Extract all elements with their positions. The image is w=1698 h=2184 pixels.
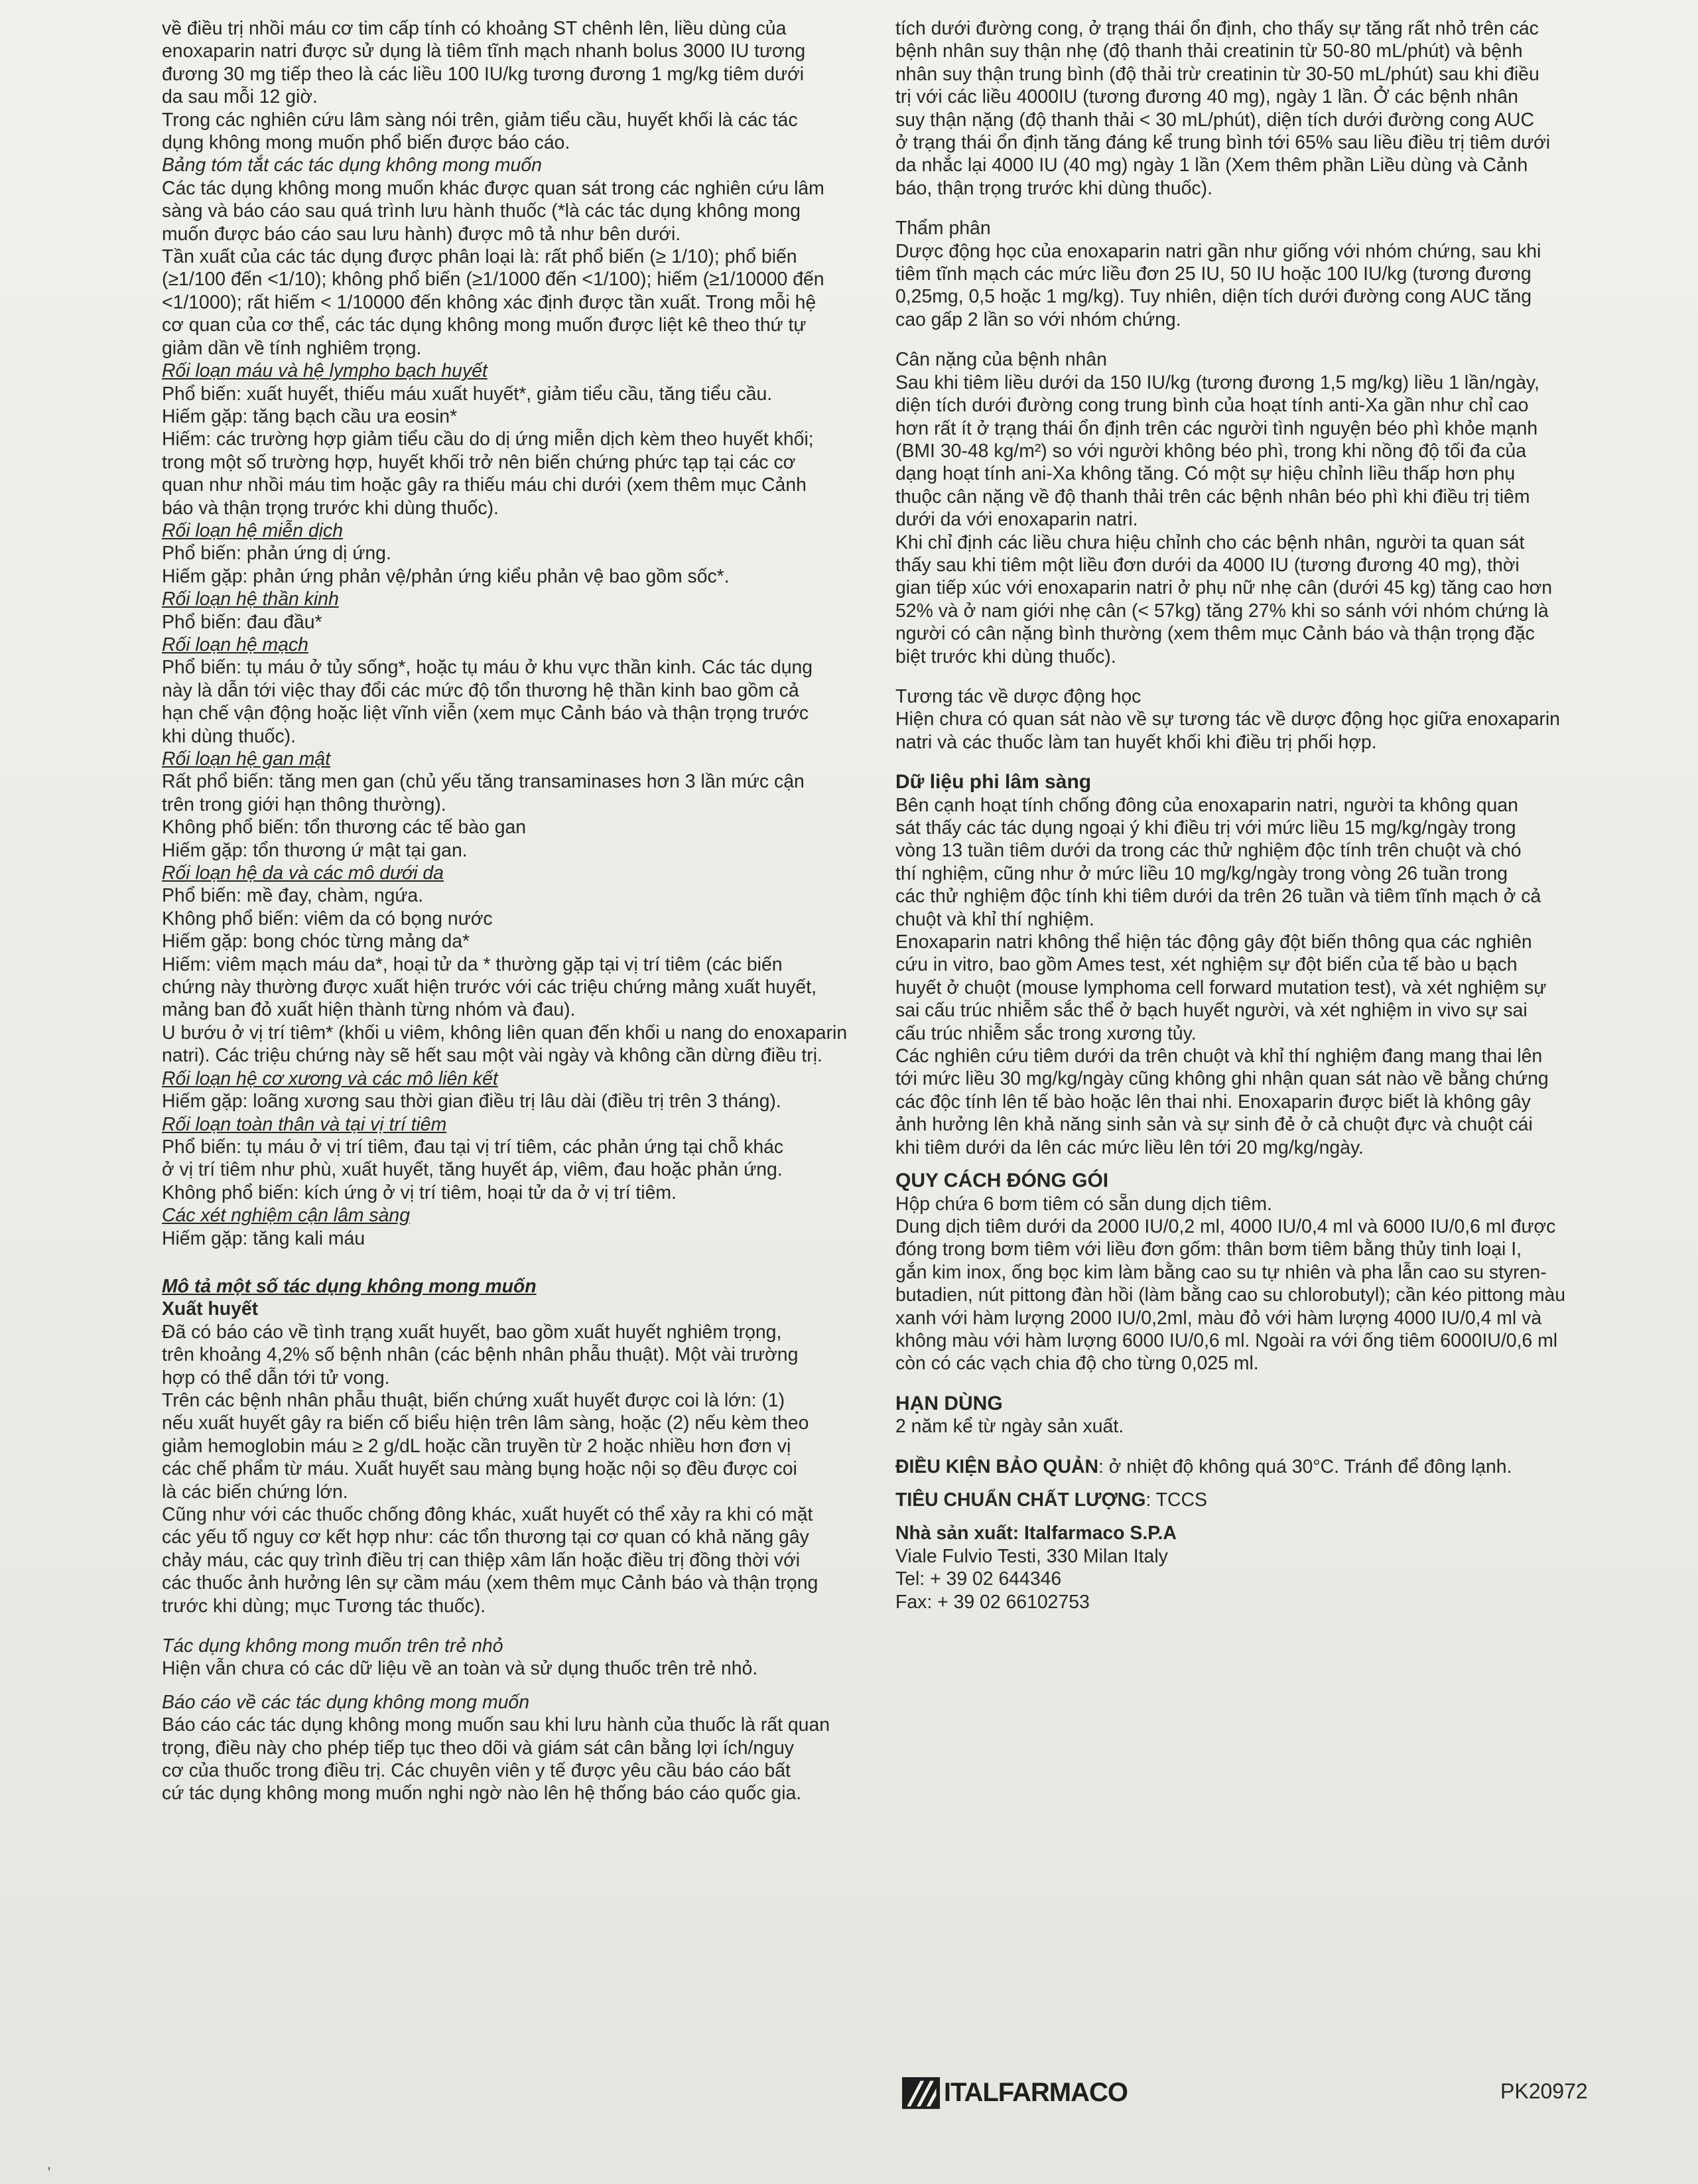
text-line: trong một số trường hợp, huyết khối trở nên biến chứng phức tạp tại các cơ [162,451,796,473]
text-line: da nhắc lại 4000 IU (40 mg) ngày 1 lần (Xem thêm phần Liều dùng và Cảnh [895,155,1528,176]
text-line: Thẩm phân [895,218,991,239]
text-line: <1/1000); rất hiếm < 1/10000 đến không xác định được tần xuất. Trong mỗi hệ [162,291,816,313]
text-line: dưới da với enoxaparin natri. [895,509,1138,531]
text-line: huyết ở chuột (mouse lymphoma cell forward mutation test), và xét nghiệm sự [895,977,1547,998]
text-line: chảy máu, các quy trình điều trị can thiệp xâm lấn hoặc điều trị đồng thời với [162,1549,801,1571]
text-line: trước khi dùng; mục Tương tác thuốc). [162,1595,486,1617]
text-line: Hiếm gặp: bong chóc từng mảng da* [162,931,470,953]
stray-mark: ' [48,2164,51,2181]
italfarmaco-logo [902,2073,1128,2112]
spacer [895,1438,1608,1456]
text-line: Cân nặng của bệnh nhân [895,349,1107,371]
spacer [162,1617,878,1635]
text-line: cứu in vitro, bao gồm Ames test, xét nghiệm sự đột biến của tế bào u bạch [895,954,1518,976]
text-line: còn có các vạch chia độ cho từng 0,025 ml. [895,1353,1259,1375]
text-line: đóng trong bơm tiêm với liều đơn gốm: thân bơm tiêm bằng thủy tinh loại I, [895,1239,1522,1261]
text-line: các độc tính lên tế bào hoặc lên thai nhi. Enoxaparin được biết là không gây [895,1091,1531,1113]
text-line: sai cấu trúc nhiễm sắc thể ở bạch huyết người, và xét nghiệm in vivo sự sai [895,1000,1528,1022]
text-line: Đã có báo cáo về tình trạng xuất huyết, bao gồm xuất huyết nghiêm trọng, [162,1321,782,1343]
logo-text: ITALFARMACO [943,2077,1128,2107]
text-line: Cũng như với các thuốc chống đông khác, xuất huyết có thể xảy ra khi có mặt [162,1504,813,1525]
text-line: vòng 13 tuần tiêm dưới da trong các thử nghiệm độc tính trên chuột và chó [895,840,1522,862]
text-line: enoxaparin natri được sử dụng là tiêm tĩnh mạch nhanh bolus 3000 IU tương [162,40,806,62]
subheading: Bảng tóm tắt các tác dụng không mong muốn [162,155,542,176]
text-line: khi tiêm dưới da lên các mức liều lên tới 20 mg/kg/ngày. [895,1136,1364,1158]
text-line: khi dùng thuốc). [162,725,296,747]
line-value: : ở nhiệt độ không quá 30°C. Tránh để đông lạnh. [1098,1456,1512,1477]
category-heading: Rối loạn máu và hệ lympho bạch huyết [162,360,488,382]
text-line: diện tích dưới đường cong trung bình của hoạt tính anti-Xa gần như chỉ cao [895,395,1529,417]
text-line: Phổ biến: tụ máu ở tủy sống*, hoặc tụ máu ở khu vực thần kinh. Các tác dụng [162,657,813,679]
category-heading: Rối loạn hệ cơ xương và các mô liên kết [162,1067,498,1089]
document-code: PK20972 [1500,2079,1588,2103]
text-line: (≥1/100 đến <1/10); không phổ biến (≥1/1000 đến <1/100); hiếm (≥1/10000 đến [162,269,824,291]
text-line: trị với các liều 4000IU (tương đương 40 mg), ngày 1 lần. Ở các bệnh nhân [895,86,1518,108]
text-line: báo và thận trọng trước khi dùng thuốc). [162,497,499,519]
spacer [895,1511,1608,1522]
text-line: 2 năm kể từ ngày sản xuất. [895,1416,1124,1438]
text-line: Hiếm gặp: phản ứng phản vệ/phản ứng kiểu phản vệ bao gồm sốc*. [162,565,730,587]
text-line: Sau khi tiêm liều dưới da 150 IU/kg (tương đương 1,5 mg/kg) liều 1 lần/ngày, [895,372,1539,393]
text-line: các thuốc ảnh hưởng lên sự cầm máu (xem thêm mục Cảnh báo và thận trọng [162,1572,818,1594]
text-line: sàng và báo cáo sau quá trình lưu hành thuốc (*là các tác dụng không mong [162,200,801,222]
text-line: thuộc cân nặng về độ thanh thải trên các bệnh nhân béo phì khi điều trị tiêm [895,486,1530,508]
category-heading: Rối loạn hệ da và các mô dưới da [162,862,444,884]
text-line: (BMI 30-48 kg/m²) so với người không béo phì, trong khi nồng độ tối đa của [895,440,1527,462]
text-line: Hiếm: viêm mạch máu da*, hoại tử da * thường gặp tại vị trí tiêm (các biến [162,953,783,975]
text-line: cơ của thuốc trong điều trị. Các chuyên viên y tế được yêu cầu báo cáo bất [162,1760,791,1782]
left-column [162,17,878,1805]
text-line: dạng hoạt tính ani-Xa không tăng. Có một sự hiệu chỉnh liều thấp hơn phụ [895,463,1516,485]
text-line: thí nghiệm, cũng như ở mức liều 10 mg/kg/ngày trong vòng 26 tuần trong [895,862,1508,884]
text-line: giảm hemoglobin máu ≥ 2 g/dL hoặc cần truyền từ 2 hoặc nhiều hơn đơn vị [162,1435,791,1457]
category-heading: Rối loạn hệ gan mật [162,748,331,770]
text-line: Phổ biến: phản ứng dị ứng. [162,543,391,565]
spacer [895,1478,1608,1489]
category-heading: Rối loạn hệ mạch [162,634,308,655]
text-line: Hiện chưa có quan sát nào về sự tương tác về dược động học giữa enoxaparin [895,709,1560,730]
text-line: bệnh nhân suy thận nhẹ (độ thanh thải creatinin từ 50-80 mL/phút) và bệnh [895,40,1523,62]
text-line: natri và các thuốc làm tan huyết khối khi điều trị phối hợp. [895,731,1377,753]
text-line: nếu xuất huyết gây ra biến cố biểu hiện trên lâm sàng, hoặc (2) nếu kèm theo [162,1412,809,1434]
text-line: Báo cáo các tác dụng không mong muốn sau khi lưu hành của thuốc là rất quan [162,1714,830,1736]
text-line: trên trong giới hạn thông thường). [162,793,446,815]
text-line: Hiếm: các trường hợp giảm tiểu cầu do dị ứng miễn dịch kèm theo huyết khối; [162,429,814,450]
text-line: Các nghiên cứu tiêm dưới da trên chuột và khỉ thí nghiệm đang mang thai lên [895,1046,1543,1067]
text-line: 52% và ở nam giới nhẹ cân (< 57kg) tăng 27% khi so sánh với nhóm chứng là [895,600,1549,622]
bold-heading: Nhà sản xuất: Italfarmaco S.P.A [895,1523,1177,1544]
spacer [162,1680,878,1691]
section-title: Dữ liệu phi lâm sàng [895,771,1092,793]
text-line: hạn chế vận động hoặc liệt vĩnh viễn (xem mục Cảnh báo và thận trọng trước [162,703,809,724]
text-line: hợp có thể dẫn tới tử vong. [162,1367,390,1389]
text-line: là các biến chứng lớn. [162,1481,348,1503]
text-line: U bướu ở vị trí tiêm* (khối u viêm, không liên quan đến khối u nang do enoxaparin [162,1022,848,1044]
section-title: HẠN DÙNG [895,1392,1003,1414]
text-line: trọng, điều này cho phép tiếp tục theo dõi và giám sát cân bằng lợi ích/nguy [162,1737,794,1759]
text-line: quan như nhồi máu tim hoặc gây ra thiếu máu chi dưới (xem thêm mục Cảnh [162,474,807,496]
text-line: Phổ biến: xuất huyết, thiếu máu xuất huyết*, giảm tiểu cầu, tăng tiểu cầu. [162,383,773,405]
text-line: sát thấy các tác dụng ngoại ý khi điều trị với mức liều 15 mg/kg/ngày trong [895,817,1516,839]
text-line: chuột và khỉ thí nghiệm. [895,908,1094,930]
text-line: Các tác dụng không mong muốn khác được quan sát trong các nghiên cứu lâm [162,177,824,199]
text-line: Fax: + 39 02 66102753 [895,1591,1090,1613]
text-line: Hộp chứa 6 bơm tiêm có sẵn dung dịch tiêm. [895,1193,1272,1215]
text-line: không màu với hàm lượng 6000 IU/0,6 ml. Ngoài ra với ống tiêm 6000IU/0,6 ml [895,1330,1558,1351]
text-line: Enoxaparin natri không thể hiện tác động gây đột biến thông qua các nghiên [895,931,1532,953]
text-line: ở vị trí tiêm như phù, xuất huyết, tăng huyết áp, viêm, đau hoặc phản ứng. [162,1159,783,1181]
line-value: : TCCS [1145,1489,1207,1511]
text-line: đương 30 mg tiếp theo là các liều 100 IU/kg tương đương 1 mg/kg tiêm dưới [162,63,804,85]
text-line: gắn kim inox, ống bọc kim làm bằng cao su tự nhiên và pha lẫn cao su styren- [895,1261,1547,1283]
text-line: tới mức liều 30 mg/kg/ngày cũng không ghi nhận quan sát nào về bằng chứng [895,1068,1549,1090]
text-line: cơ quan của cơ thể, các tác dụng không mong muốn được liệt kê theo thứ tự [162,314,807,336]
subheading: Tác dụng không mong muốn trên trẻ nhỏ [162,1635,503,1657]
text-line: biệt trước khi dùng thuốc). [895,646,1116,667]
spacer [895,754,1608,771]
category-heading: Rối loạn hệ thần kinh [162,588,339,610]
text-line: Hiếm gặp: tổn thương ứ mật tại gan. [162,839,468,861]
text-line: tiêm tĩnh mạch các mức liều đơn 25 IU, 50 IU hoặc 100 IU/kg (tương đương [895,263,1532,285]
spacer [895,1159,1608,1170]
category-heading: Các xét nghiệm cận lâm sàng [162,1205,410,1227]
text-line: giảm dần về tính nghiêm trọng. [162,337,422,359]
text-line: Dược động học của enoxaparin natri gần như giống với nhóm chứng, sau khi [895,240,1541,262]
text-line: Không phổ biến: viêm da có bọng nước [162,908,493,929]
text-line: Phổ biến: tụ máu ở vị trí tiêm, đau tại vị trí tiêm, các phản ứng tại chỗ khác [162,1136,784,1158]
right-column [895,17,1608,1613]
text-line: thấy sau khi tiêm một liều đơn dưới da 4000 IU (tương đương 40 mg), thời [895,554,1520,576]
text-line: Viale Fulvio Testi, 330 Milan Italy [895,1545,1168,1567]
text-line: hơn rất ít ở trạng thái ổn định trên các người tình nguyện béo phì khỏe mạnh [895,417,1538,439]
spacer [895,1375,1608,1393]
text-line: Không phổ biến: kích ứng ở vị trí tiêm, hoại tử da ở vị trí tiêm. [162,1182,677,1203]
text-line: người có cân nặng bình thường (xem thêm mục Cảnh báo và thận trọng đặc [895,623,1535,645]
text-line: butadien, nút pittong đàn hồi (làm bằng cao su chlorobutyl); cần kéo pittong màu [895,1284,1566,1306]
text-line: natri). Các triệu chứng này sẽ hết sau một vài ngày và không cần dừng điều trị. [162,1045,822,1067]
text-line: ảnh hưởng lên khả năng sinh sản và sự sinh đẻ ở cả chuột đực và chuột cái [895,1114,1533,1136]
section-title: QUY CÁCH ĐÓNG GÓI [895,1170,1109,1192]
text-line: Tel: + 39 02 644346 [895,1568,1062,1590]
text-line: các yếu tố nguy cơ kết hợp như: các tổn thương tại cơ quan có khả năng gây [162,1527,809,1548]
bold-heading: Xuất huyết [162,1298,259,1320]
text-line: Tần xuất của các tác dụng được phân loại là: rất phổ biến (≥ 1/10); phổ biến [162,246,797,268]
text-line: suy thận nặng (độ thanh thải < 30 mL/phút), diện tích dưới đường cong AUC [895,109,1535,131]
section-heading: Mô tả một số tác dụng không mong muốn [162,1275,537,1297]
text-line: Hiếm gặp: tăng kali máu [162,1227,365,1249]
text-line: Tương tác về dược động học [895,685,1142,707]
text-line: Phổ biến: mề đay, chàm, ngứa. [162,885,424,907]
subheading: Báo cáo về các tác dụng không mong muốn [162,1691,529,1713]
text-line: mảng ban đỏ xuất hiện thành từng nhóm và đau). [162,999,576,1021]
labeled-line [895,1489,1608,1511]
text-line: xanh với hàm lượng 2000 IU/0,2ml, màu đỏ với hàm lượng 4000 IU/0,4 ml và [895,1307,1542,1329]
text-line: 0,25mg, 0,5 hoặc 1 mg/kg). Tuy nhiên, diện tích dưới đường cong AUC tăng [895,286,1532,308]
category-heading: Rối loạn toàn thân và tại vị trí tiêm [162,1113,447,1135]
text-line: cao gấp 2 lần so với nhóm chứng. [895,308,1181,330]
spacer [895,668,1608,685]
text-line: nhân suy thận trung bình (độ thải trừ creatinin từ 30-50 mL/phút) sau khi điều [895,63,1539,85]
logo-mark-icon [902,2073,941,2112]
text-line: Bên cạnh hoạt tính chống đông của enoxaparin natri, người ta không quan [895,794,1518,816]
text-line: gian tiếp xúc với enoxaparin natri ở phụ nữ nhẹ cân (dưới 45 kg) tăng cao hơn [895,577,1553,599]
category-heading: Rối loạn hệ miễn dịch [162,519,344,541]
text-line: Rất phổ biến: tăng men gan (chủ yếu tăng transaminases hơn 3 lần mức cận [162,771,805,793]
text-line: ở trạng thái ổn định tăng đáng kể trung bình tới 65% sau liều điều trị tiêm dưới [895,132,1551,154]
text-line: Khi chỉ định các liều chưa hiệu chỉnh cho các bệnh nhân, người ta quan sát [895,531,1525,553]
line-label: ĐIỀU KIỆN BẢO QUẢN [895,1456,1099,1477]
text-line: này là dẫn tới việc thay đổi các mức độ tổn thương hệ thần kinh bao gồm cả [162,679,799,701]
spacer [895,331,1608,348]
text-line: các chế phẩm từ máu. Xuất huyết sau màng bụng hoặc nội sọ đều được coi [162,1458,797,1480]
text-line: Dung dịch tiêm dưới da 2000 IU/0,2 ml, 4000 IU/0,4 ml và 6000 IU/0,6 ml được [895,1215,1556,1237]
spacer [162,1250,878,1275]
text-line: Hiện vẫn chưa có các dữ liệu về an toàn và sử dụng thuốc trên trẻ nhỏ. [162,1658,758,1680]
text-line: Trong các nghiên cứu lâm sàng nói trên, giảm tiểu cầu, huyết khối là các tác [162,109,798,131]
text-line: trên khoảng 4,2% số bệnh nhân (các bệnh nhân phẫu thuật). Một vài trường [162,1344,799,1366]
text-line: Không phổ biến: tổn thương các tế bào gan [162,817,527,839]
line-label: TIÊU CHUẨN CHẤT LƯỢNG [895,1489,1146,1511]
text-line: Hiếm gặp: tăng bạch cầu ưa eosin* [162,405,458,427]
text-line: Hiếm gặp: loãng xương sau thời gian điều trị lâu dài (điều trị trên 3 tháng). [162,1091,781,1113]
text-line: dụng không mong muốn phổ biến được báo cáo. [162,132,570,154]
spacer [895,200,1608,217]
text-line: Trên các bệnh nhân phẫu thuật, biến chứng xuất huyết được coi là lớn: (1) [162,1389,785,1411]
text-line: da sau mỗi 12 giờ. [162,86,318,108]
text-line: muốn được báo cáo sau lưu hành) được mô tả như bên dưới. [162,223,681,245]
text-line: tích dưới đường cong, ở trạng thái ổn định, cho thấy sự tăng rất nhỏ trên các [895,18,1539,39]
text-line: các thử nghiệm độc tính khi tiêm dưới da trên 26 tuần và tiêm tĩnh mạch ở cả [895,886,1541,908]
labeled-line [895,1456,1608,1478]
text-line: cấu trúc nhiễm sắc trong xương tủy. [895,1022,1197,1044]
text-line: Phổ biến: đau đầu* [162,611,322,633]
text-line: chứng này thường được xuất hiện trước với các triệu chứng mảng xuất huyết, [162,977,816,998]
text-line: báo, thận trọng trước khi dùng thuốc). [895,177,1212,199]
text-line: cứ tác dụng không mong muốn nghi ngờ nào lên hệ thống báo cáo quốc gia. [162,1783,802,1805]
text-line: về điều trị nhồi máu cơ tim cấp tính có khoảng ST chênh lên, liều dùng của [162,18,787,39]
